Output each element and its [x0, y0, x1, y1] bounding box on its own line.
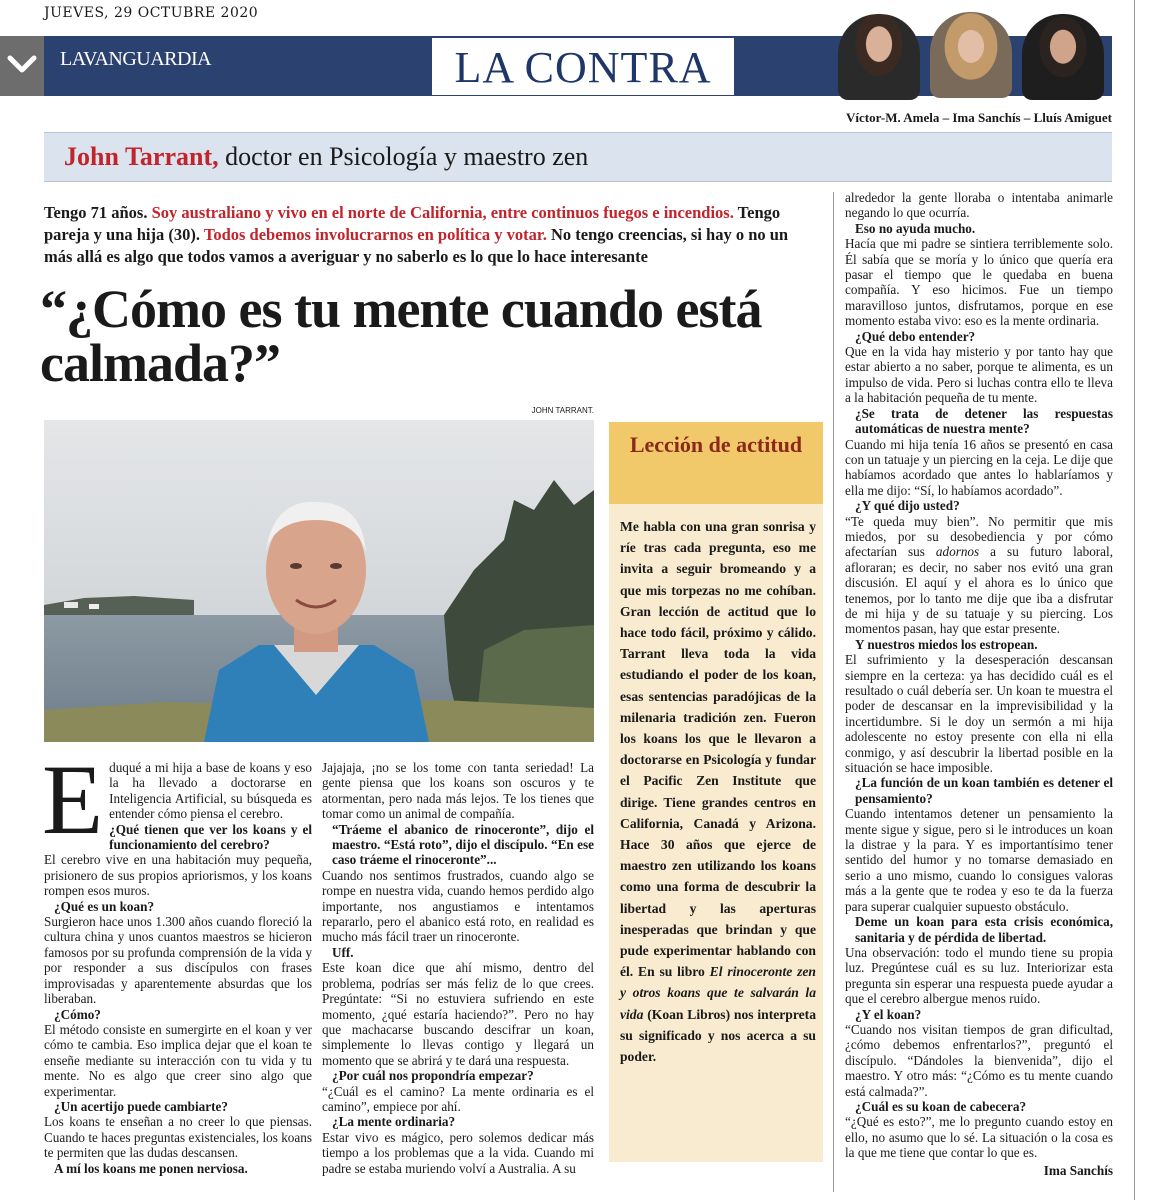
question: ¿Y qué dijo usted? [855, 498, 960, 514]
intro-origin: Soy australiano y vivo en el norte de California, entre continuos fuegos e incendios. [151, 203, 734, 222]
body-column-3 [845, 190, 1113, 1178]
book-title: El rinoceronte zen y otros koans que te salvarán la vida [620, 964, 816, 1022]
answer: Este koan dice que ahí mismo, dentro del problema, podrías ser más feliz de lo que crees. Pregúntate: “Si no estuviera sufriendo en este momento, ¿qué estaría haciendo?”. Pero no hay que machacarse buscando descifrar un koan, simplemente lo llevas contigo y llegará un momento que se abrirá y te dará una respuesta. [322, 960, 594, 1068]
author-portrait-2 [930, 12, 1012, 98]
intro-beliefs: No tengo creencias, si hay o no un más allá es algo que todos vamos a averiguar y no saberlo es lo que lo hace interesante [44, 225, 789, 266]
question: ¿La mente ordinaria? [332, 1114, 456, 1130]
sidebar-text [620, 516, 816, 1067]
question: “Tráeme el abanico de rinoceronte”, dijo el maestro. “Está roto”, dijo el discípulo. “En ese caso tráeme el rinoceronte”... [332, 821, 594, 868]
answer-italic: adornos [935, 544, 980, 560]
interviewee-role: doctor en Psicología y maestro zen [218, 142, 589, 171]
intro-politics: Todos debemos involucrarnos en política y votar. [203, 225, 547, 244]
question: ¿Se trata de detener las respuestas automáticas de nuestra mente? [855, 405, 1113, 437]
question: ¿Y el koan? [855, 1006, 922, 1022]
author-portraits [838, 10, 1112, 100]
question: ¿Qué tienen que ver los koans y el funcionamiento del cerebro? [109, 821, 312, 853]
portrait-photo [44, 420, 594, 742]
section-title: LA CONTRA [432, 38, 733, 95]
sidebar-text-part2: (Koan Libros) nos interpreta su significado y nos acerca a su poder. [620, 1006, 816, 1065]
question: ¿Un acertijo puede cambiarte? [54, 1098, 228, 1114]
author-portrait-1 [838, 14, 920, 100]
question: Y nuestros miedos los estropean. [855, 636, 1038, 652]
answer: Cuando nos sentimos frustrados, cuando algo se rompe en nuestra vida, cuando hemos perdido algo importante, nos angustiamos e intentamos repararlo, pero el abanico está roto, en realidad es mucho más fácil traer un rinoceronte. [322, 867, 594, 945]
intro-family: Tengo pareja y una hija (30). [44, 203, 781, 244]
answer: Estar vivo es mágico, pero solemos dedicar más tiempo a los problemas que a la vida. Cuando mi padre se estaba muriendo volví a Australia. A su [322, 1129, 594, 1176]
question: ¿La función de un koan también es detener el pensamiento? [855, 775, 1113, 806]
page-edge-rule [1134, 0, 1135, 1200]
photo-credit: JOHN TARRANT. [531, 406, 594, 415]
issue-date: JUEVES, 29 OCTUBRE 2020 [44, 5, 259, 21]
answer: alrededor la gente lloraba o intentaba animarle negando lo que ocurría. [845, 190, 1113, 221]
author-names: Víctor-M. Amela – Ima Sanchís – Lluís Amiguet [845, 110, 1112, 125]
intro-paragraph [44, 202, 820, 268]
question: ¿Por cuál nos propondría empezar? [332, 1068, 534, 1084]
sidebar-title: Lección de actitud [629, 432, 803, 457]
question: Eso no ayuda mucho. [855, 220, 976, 236]
question: A mí los koans me ponen nerviosa. [54, 1160, 248, 1176]
answer: Surgieron hace unos 1.300 años cuando floreció la cultura china y unos cuantos maestros se hicieron famosos por su profunda comprensión de la vida y por responder a sus discípulos con frases improvisadas y aparentemente absurdas que los liberaban. [44, 914, 312, 1007]
interviewee-name: John Tarrant, [64, 142, 219, 171]
answer: Jajajaja, ¡no se los tome con tanta seriedad! La gente piensa que los koans son oscuros y te atormentan, pero nada más lejos. Te los tienes que tomar como un animal de compañía. [322, 760, 594, 822]
newspaper-logo: LAVANGUARDIA [60, 48, 212, 70]
answer: El cerebro vive en una habitación muy pequeña, prisionero de sus propios apriorismos, y los koans rompen esos muros. [44, 852, 312, 899]
byline-signature: Ima Sanchís [1043, 1162, 1113, 1178]
body-column-1 [42, 744, 312, 1176]
answer-part: a su futuro laboral, afloraran; es decir, no saber nos evitó una gran discusión. El aquí y el ahora es lo único que tenemos, por lo tanto me dije que iba a disfrutar de mi hija y de su tatuaje y su piercing. Los momentos pasan, hay que estar presente. [845, 544, 1113, 637]
sidebar-text-part1: Me habla con una gran sonrisa y ríe tras cada pregunta, eso me invita a seguir bromeando y a que mis torpezas no me cohíban. Gran lección de actitud que lo hace todo fácil, próximo y cálido. Tarrant lleva toda la vida estudiando el poder de los koan, esas sentencias paradójicas de la milenaria tradición zen. Fueron los koans los que le llevaron a doctorarse en Psicología y fundar el Pacific Zen Institute que dirige. Tiene grandes centros en California, Canadá y Arizona. Hace 30 años que ejerce de maestro zen utilizando los koans como una forma de descubrir la libertad y las aperturas inesperadas que brindan y que pude experimentar hablando con él. En su libro [620, 519, 816, 980]
question: ¿Qué debo entender? [855, 328, 976, 344]
answer: “¿Cuál es el camino? La mente ordinaria es el camino”, empiece por ahí. [322, 1083, 594, 1114]
intro-age: Tengo 71 años. [44, 203, 152, 222]
column-divider [833, 192, 834, 1192]
answer: Una observación: todo el mundo tiene su propia luz. Pregúntese cuál es su luz. Interiorizar esta pregunta sin esperar una respuesta puede ayudar a que el cerebro albergue menos ruido. [845, 944, 1113, 1007]
lead-text: duqué a mi hija a base de koans y eso la ha llevado a doctorarse en Inteligencia Artificial, su búsqueda es entender cómo piensa el cerebro. [109, 760, 312, 822]
body-column-2 [322, 760, 594, 1176]
answer: Cuando mi hija tenía 16 años se presentó en casa con un tatuaje y un piercing en la ceja. Le dije que habíamos acordado que antes lo hablaríamos y ella me dijo: “Sí, lo habíamos acordado”. [845, 436, 1113, 498]
question: ¿Qué es un koan? [54, 898, 155, 914]
question: Deme un koan para esta crisis económica, sanitaria y de pérdida de libertad. [855, 914, 1113, 945]
portrait-illustration [44, 420, 594, 742]
answer: Los koans te enseñan a no creer lo que piensas. Cuando te haces preguntas existenciales, los koans te permiten que las dudas descansen. [44, 1114, 312, 1161]
question: ¿Cuál es su koan de cabecera? [855, 1098, 1027, 1114]
answer-part: “Te queda muy bien”. No permitir que mis miedos, por su desobediencia y por cómo afectarían sus [845, 513, 1113, 560]
question: Uff. [332, 944, 354, 960]
answer: “Cuando nos visitan tiempos de gran dificultad, ¿cómo debemos enfrentarlos?”, preguntó el discípulo. “Dándoles la bienvenida”, dijo el maestro. Y otro más: “¿Cómo es tu mente cuando está calmada?”. [845, 1021, 1113, 1099]
headline: “¿Cómo es tu mente cuando está calmada?” [40, 279, 762, 393]
author-portrait-3 [1022, 14, 1104, 100]
drop-cap: E [42, 744, 104, 855]
answer: El método consiste en sumergirte en el koan y ver cómo te cambia. Eso implica dejar que el koan te enseñe mediante su interacción con tu vida y tu mente. No es algo que creer sino algo que experimentar. [44, 1021, 312, 1099]
answer [845, 514, 1113, 637]
answer: Cuando intentamos detener un pensamiento la mente sigue y sigue, pero si le introduces un koan la distrae y la para. Y es importantísimo tener sentido del humor y no tomarse demasiado en serio a uno mismo, cuando lo consigues valoras más a la gente que te rodea y eso te da la fuerza para superar cualquier supuesto obstáculo. [845, 806, 1113, 914]
answer: El sufrimiento y la desesperación descansan siempre en la certeza: ya has decidido cuál es el resultado o cuál debería ser. Un koan te muestra el poder de descansar en la imprevisibilidad y la incertidumbre. Si le doy un sermón a mi hija adolescente no estoy presente con ella ni ella conmigo, y así descubrir la libertad posible en la situación se hace imposible. [845, 652, 1113, 776]
answer: Que en la vida hay misterio y por tanto hay que estar abierto a no saber, porque te alimenta, es un impulso de vida. Pero si luchas contra ello te lleva a la habitación pequeña de tu mente. [845, 344, 1113, 406]
question: ¿Cómo? [54, 1006, 101, 1022]
answer: Hacía que mi padre se sintiera terriblemente solo. Él sabía que se moría y lo único que quería era pasar el tiempo que le quedaba en buena compañía. Y eso hicimos. Fue un tiempo maravilloso juntos, disfrutamos, porque en ese momento estaba vivo: eso es la mente ordinaria. [845, 236, 1113, 329]
interviewee-line [64, 142, 588, 172]
answer: “¿Qué es esto?”, me lo pregunto cuando estoy en ello, no asumo que lo sé. La situación o la cosa es la que me tiene que contar lo que es. [845, 1114, 1113, 1161]
